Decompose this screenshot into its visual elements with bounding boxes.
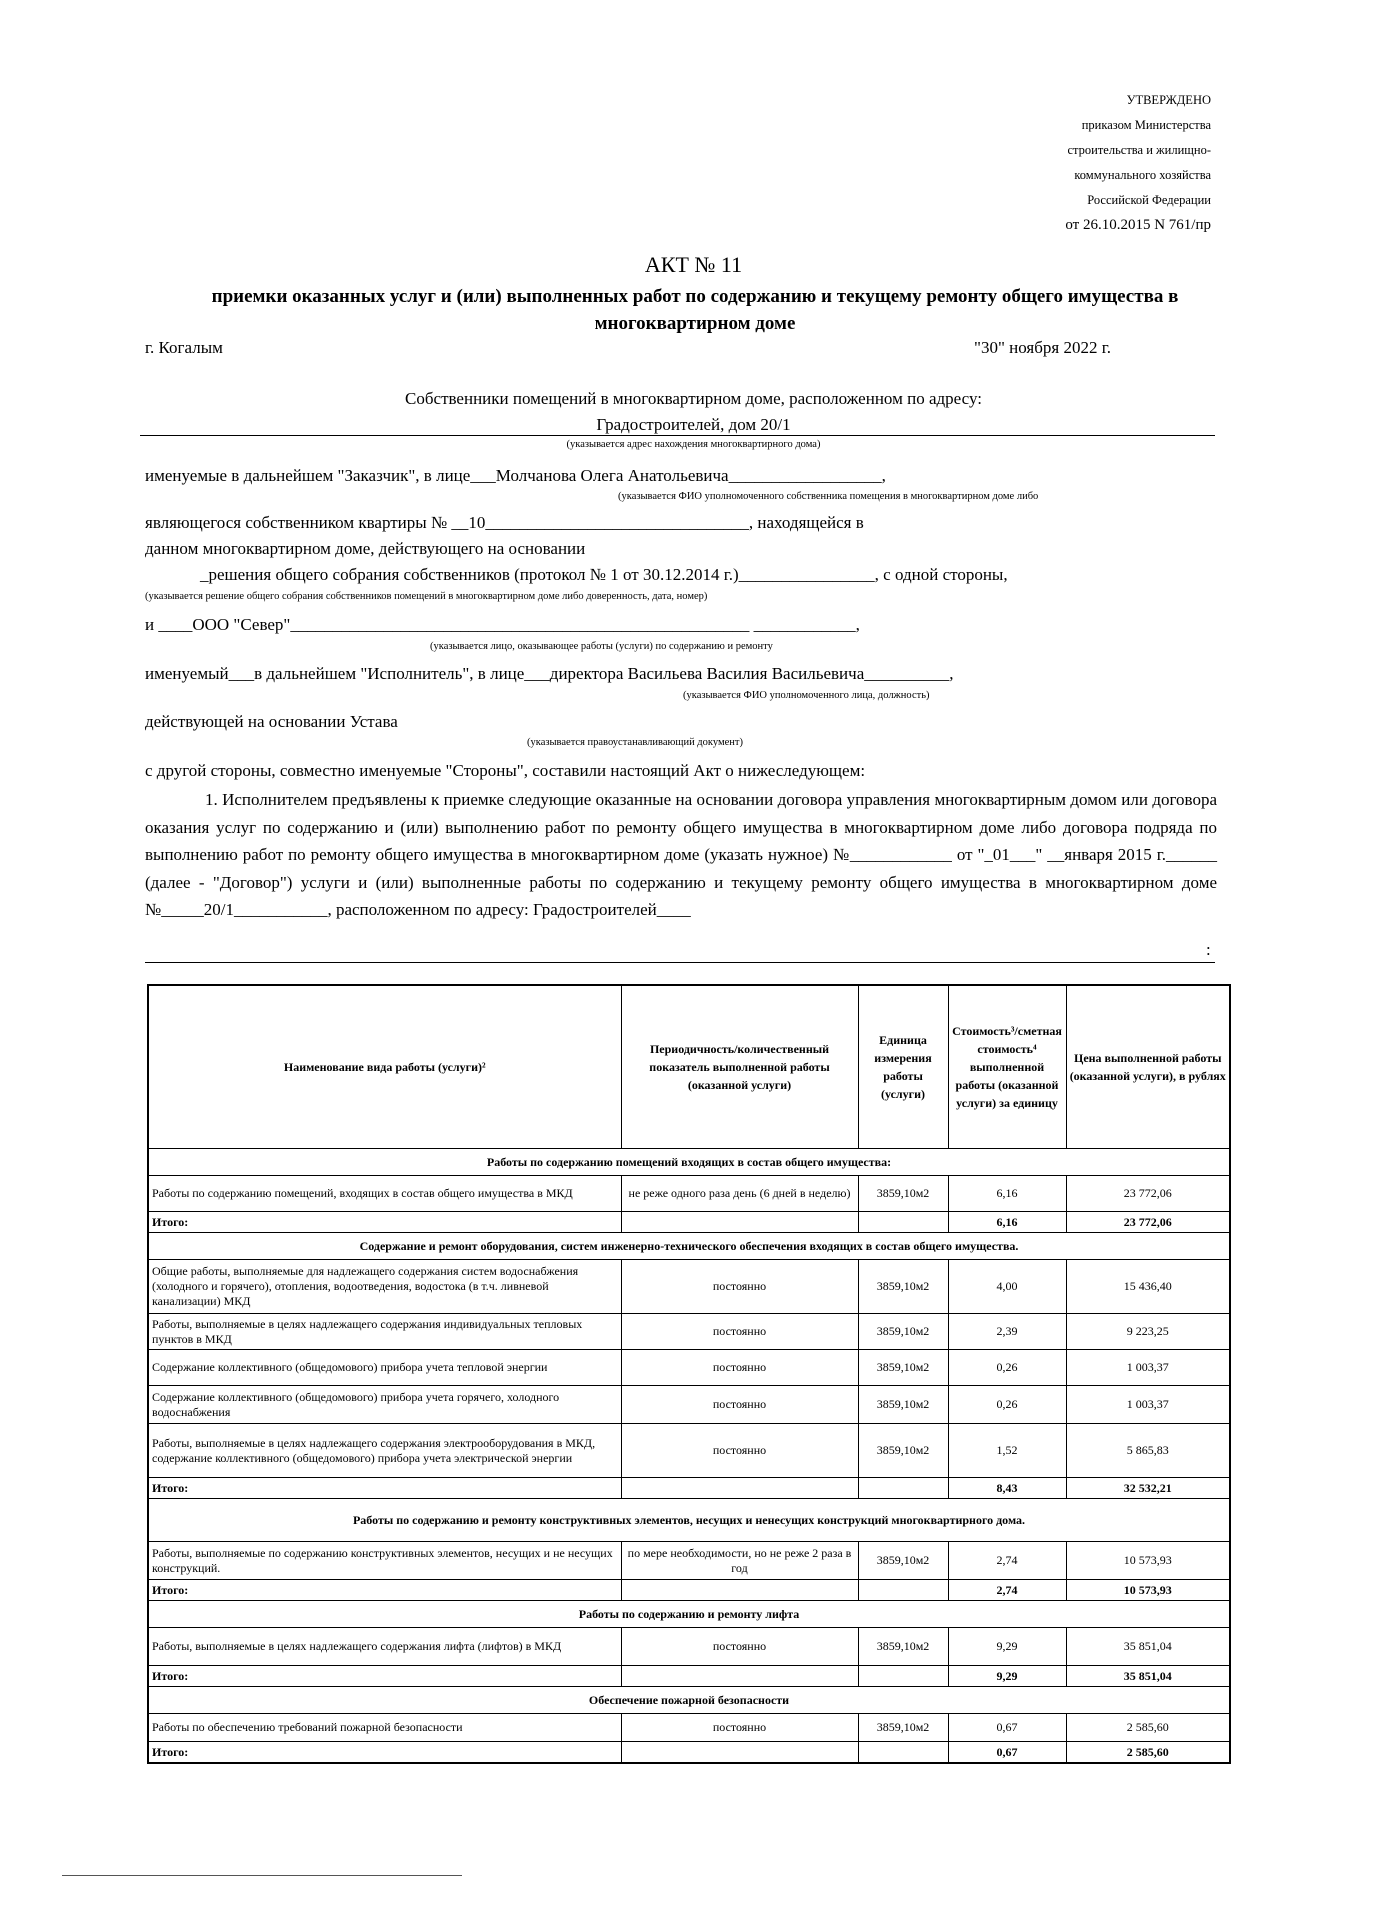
work-cost: 0,26 [948, 1386, 1066, 1424]
total-row [148, 1666, 1230, 1687]
section-row [148, 1601, 1230, 1628]
address-underline [140, 435, 1215, 436]
table-row [148, 1314, 1230, 1350]
approval-line: УТВЕРЖДЕНО [1126, 93, 1211, 107]
charter-line: действующей на основании Устава [145, 712, 398, 731]
work-period: постоянно [621, 1628, 858, 1666]
total-row [148, 1478, 1230, 1499]
executor-line: именуемый___в дальнейшем "Исполнитель", в лице___директора Васильева Василия Васильевича__________, [145, 664, 954, 683]
work-cost: 9,29 [948, 1628, 1066, 1666]
total-cost: 2,74 [948, 1580, 1066, 1601]
work-cost: 2,74 [948, 1542, 1066, 1580]
total-label: Итого: [148, 1212, 621, 1233]
total-row [148, 1742, 1230, 1764]
table-row [148, 1542, 1230, 1580]
total-label: Итого: [148, 1666, 621, 1687]
work-price: 9 223,25 [1066, 1314, 1230, 1350]
work-cost: 2,39 [948, 1314, 1066, 1350]
work-name: Работы, выполняемые в целях надлежащего содержания электрооборудования в МКД, содержание коллективного (общедомового) прибора учета электрической энергии [148, 1424, 621, 1478]
act-subtitle: приемки оказанных услуг и (или) выполненных работ по содержанию и текущему ремонту общего имущества в многоквартирном доме [211, 286, 1179, 334]
total-price: 2 585,60 [1066, 1742, 1230, 1764]
approval-stamp [891, 88, 1211, 238]
work-price: 23 772,06 [1066, 1176, 1230, 1212]
work-period: постоянно [621, 1424, 858, 1478]
work-period: постоянно [621, 1260, 858, 1314]
page-bottom-rule [62, 1875, 462, 1876]
work-unit: 3859,10м2 [858, 1542, 948, 1580]
work-name: Содержание коллективного (общедомового) прибора учета тепловой энергии [148, 1350, 621, 1386]
total-price: 23 772,06 [1066, 1212, 1230, 1233]
work-unit: 3859,10м2 [858, 1176, 948, 1212]
work-cost: 4,00 [948, 1260, 1066, 1314]
table-row [148, 1424, 1230, 1478]
approval-line: строительства и жилищно- [1067, 143, 1211, 157]
section-row [148, 1499, 1230, 1542]
colon: : [1206, 940, 1211, 959]
work-name: Работы, выполняемые в целях надлежащего содержания индивидуальных тепловых пунктов в МКД [148, 1314, 621, 1350]
work-price: 1 003,37 [1066, 1386, 1230, 1424]
work-price: 2 585,60 [1066, 1714, 1230, 1742]
section-title: Работы по содержанию и ремонту лифта [148, 1601, 1230, 1628]
section-title: Содержание и ремонт оборудования, систем инженерно-технического обеспечения входящих в состав общего имущества. [148, 1233, 1230, 1260]
total-row [148, 1580, 1230, 1601]
work-period: постоянно [621, 1350, 858, 1386]
work-cost: 6,16 [948, 1176, 1066, 1212]
address-blank-line [145, 962, 1215, 963]
total-price: 10 573,93 [1066, 1580, 1230, 1601]
total-cost: 0,67 [948, 1742, 1066, 1764]
table-row [148, 1386, 1230, 1424]
header-period: Периодичность/количественный показатель выполненной работы (оказанной услуги) [621, 985, 858, 1149]
total-cost: 8,43 [948, 1478, 1066, 1499]
header-cost: Стоимость³/сметная стоимость⁴ выполненной работы (оказанной услуги) за единицу [948, 985, 1066, 1149]
approval-line: коммунального хозяйства [1074, 168, 1211, 182]
total-price: 35 851,04 [1066, 1666, 1230, 1687]
work-period: постоянно [621, 1314, 858, 1350]
work-price: 10 573,93 [1066, 1542, 1230, 1580]
work-period: постоянно [621, 1386, 858, 1424]
work-unit: 3859,10м2 [858, 1350, 948, 1386]
basis-line: _решения общего собрания собственников (протокол № 1 от 30.12.2014 г.)________________, с одной стороны, [200, 565, 1008, 584]
work-price: 5 865,83 [1066, 1424, 1230, 1478]
work-unit: 3859,10м2 [858, 1714, 948, 1742]
work-unit: 3859,10м2 [858, 1424, 948, 1478]
work-cost: 1,52 [948, 1424, 1066, 1478]
section-row [148, 1687, 1230, 1714]
work-period: по мере необходимости, но не реже 2 раза в год [621, 1542, 858, 1580]
total-label: Итого: [148, 1580, 621, 1601]
work-unit: 3859,10м2 [858, 1314, 948, 1350]
section-row [148, 1233, 1230, 1260]
house-address: Градостроителей, дом 20/1 [596, 415, 791, 434]
clause-1-text: 1. Исполнителем предъявлены к приемке следующие оказанные на основании договора управления многоквартирным домом или договора оказания услуг по содержанию и (или) выполнению работ по ремонту общего имущества в многоквартирном доме либо договора подряда по выполнению работ по ремонту общего имущества в многоквартирном доме (указать нужное) №____________ от "_01___" __января 2015 г.______ (далее - "Договор") услуги и (или) выполненные работы по содержанию и текущему ремонту общего имущества в многоквартирном доме №_____20/1___________, расположенном по адресу: Градостроителей____ [145, 790, 1217, 919]
table-row [148, 1260, 1230, 1314]
owners-line: Собственники помещений в многоквартирном доме, расположенном по адресу: [405, 389, 982, 408]
works-table [147, 984, 1231, 1764]
table-row [148, 1176, 1230, 1212]
executor-note: (указывается ФИО уполномоченного лица, должность) [683, 690, 930, 701]
work-period: постоянно [621, 1714, 858, 1742]
header-unit: Единица измерения работы (услуги) [858, 985, 948, 1149]
total-row [148, 1212, 1230, 1233]
total-price: 32 532,21 [1066, 1478, 1230, 1499]
work-cost: 0,26 [948, 1350, 1066, 1386]
contractor-line: и ____ООО "Север"______________________________________________________ ____________, [145, 615, 860, 634]
approval-line: Российской Федерации [1087, 193, 1211, 207]
address-note: (указывается адрес нахождения многоквартирного дома) [566, 439, 821, 450]
table-row [148, 1714, 1230, 1742]
work-period: не реже одного раза день (6 дней в неделю) [621, 1176, 858, 1212]
other-side-line: с другой стороны, совместно именуемые "Стороны", составили настоящий Акт о нижеследующем: [145, 761, 866, 780]
work-cost: 0,67 [948, 1714, 1066, 1742]
customer-note: (указывается ФИО уполномоченного собственника помещения в многоквартирном доме либо [618, 491, 1039, 502]
section-title: Работы по содержанию помещений входящих в состав общего имущества: [148, 1149, 1230, 1176]
header-name: Наименование вида работы (услуги)² [148, 985, 621, 1149]
total-cost: 9,29 [948, 1666, 1066, 1687]
work-unit: 3859,10м2 [858, 1386, 948, 1424]
total-label: Итого: [148, 1742, 621, 1764]
table-header-row [148, 985, 1230, 1149]
act-title: АКТ № 11 [644, 252, 743, 277]
work-price: 35 851,04 [1066, 1628, 1230, 1666]
city: г. Когалым [145, 338, 223, 357]
approval-line: от 26.10.2015 N 761/пр [1065, 217, 1211, 233]
total-label: Итого: [148, 1478, 621, 1499]
work-name: Общие работы, выполняемые для надлежащего содержания систем водоснабжения (холодного и горячего), отопления, водоотведения, водостока (в т.ч. ливневой канализации) МКД [148, 1260, 621, 1314]
table-row [148, 1350, 1230, 1386]
act-date: "30" ноября 2022 г. [974, 338, 1111, 357]
section-title: Обеспечение пожарной безопасности [148, 1687, 1230, 1714]
work-price: 1 003,37 [1066, 1350, 1230, 1386]
work-name: Содержание коллективного (общедомового) прибора учета горячего, холодного водоснабжения [148, 1386, 621, 1424]
section-title: Работы по содержанию и ремонту конструктивных элементов, несущих и ненесущих конструкций многоквартирного дома. [148, 1499, 1230, 1542]
house-line: данном многоквартирном доме, действующего на основании [145, 539, 586, 558]
work-unit: 3859,10м2 [858, 1260, 948, 1314]
apartment-line: являющегося собственником квартиры № __10_______________________________, находящейся в [145, 513, 864, 532]
customer-line: именуемые в дальнейшем "Заказчик", в лице___Молчанова Олега Анатольевича__________________, [145, 466, 886, 485]
charter-note: (указывается правоустанавливающий документ) [527, 737, 743, 748]
contractor-note: (указывается лицо, оказывающее работы (услуги) по содержанию и ремонту [430, 641, 773, 652]
work-unit: 3859,10м2 [858, 1628, 948, 1666]
table-row [148, 1628, 1230, 1666]
basis-note: (указывается решение общего собрания собственников помещений в многоквартирном доме либо доверенность, дата, номер) [145, 591, 708, 602]
clause-1 [145, 786, 1217, 924]
work-name: Работы по содержанию помещений, входящих в состав общего имущества в МКД [148, 1176, 621, 1212]
total-cost: 6,16 [948, 1212, 1066, 1233]
header-price: Цена выполненной работы (оказанной услуги), в рублях [1066, 985, 1230, 1149]
approval-line: приказом Министерства [1081, 118, 1211, 132]
work-name: Работы, выполняемые по содержанию конструктивных элементов, несущих и не несущих конструкций. [148, 1542, 621, 1580]
section-row [148, 1149, 1230, 1176]
work-name: Работы по обеспечению требований пожарной безопасности [148, 1714, 621, 1742]
work-price: 15 436,40 [1066, 1260, 1230, 1314]
work-name: Работы, выполняемые в целях надлежащего содержания лифта (лифтов) в МКД [148, 1628, 621, 1666]
